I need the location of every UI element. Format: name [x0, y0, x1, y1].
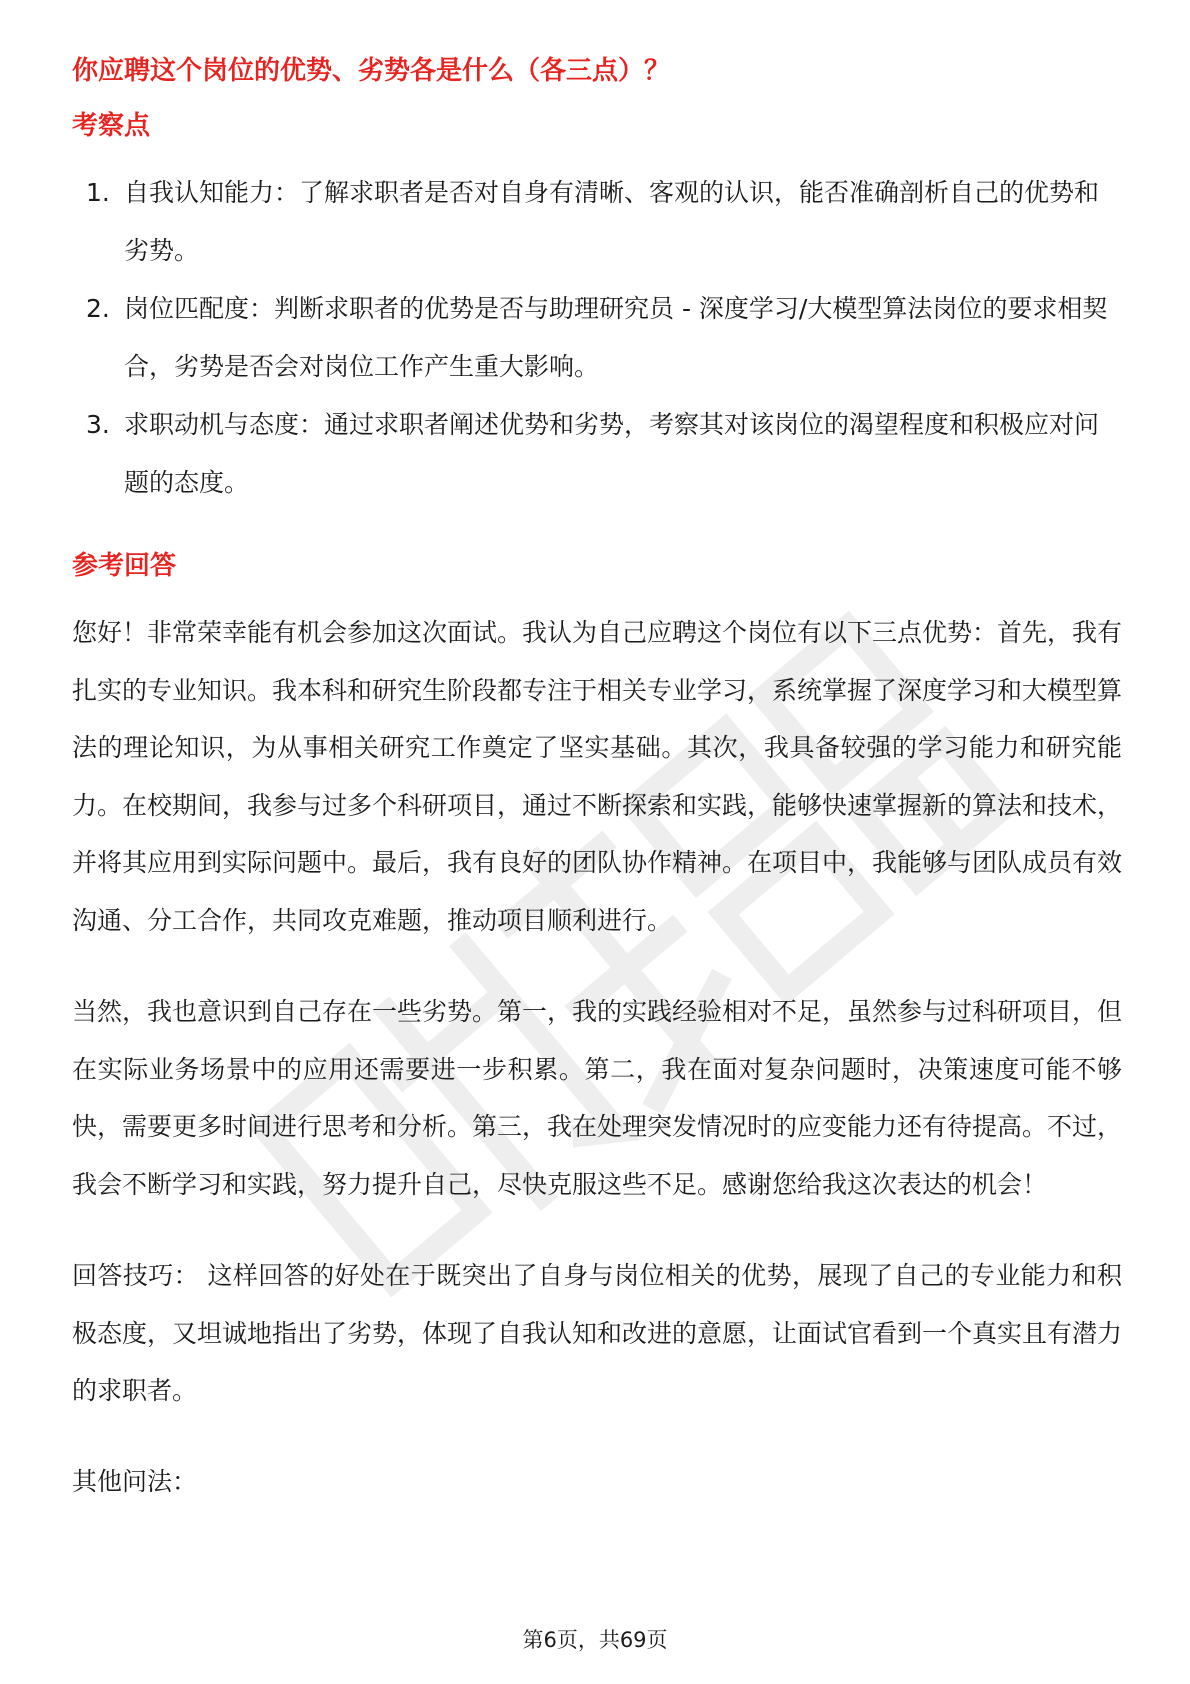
question-title: 你应聘这个岗位的优势、劣势各是什么（各三点）？ — [72, 56, 671, 86]
other-phrasings-label: 其他问法： — [72, 1466, 198, 1496]
answer-paragraph-weaknesses: 当然，我也意识到自己存在一些劣势。第一，我的实践经验相对不足，虽然参与过科研项目，但在实际业务场景中的应用还需要进一步积累。第二，我在面对复杂问题时，决策速度可能不够快，需要更多时间进行思考和分析。第三，我在处理突发情况时的应变能力还有待提高。不过，我会不断学习和实践，努力提升自己，尽快克服这些不足。感谢您给我这次表达的机会！ — [72, 997, 1123, 1199]
reference-heading: 参考回答 — [72, 551, 177, 581]
list-number: 3. — [86, 410, 110, 439]
content-area — [72, 48, 1122, 1510]
answer-paragraph-strengths: 您好！非常荣幸能有机会参加这次面试。我认为自己应聘这个岗位有以下三点优势：首先，我有扎实的专业知识。我本科和研究生阶段都专注于相关专业学习，系统掌握了深度学习和大模型算法的理论知识，为从事相关研究工作奠定了坚实基础。其次，我具备较强的学习能力和研究能力。在校期间，我参与过多个科研项目，通过不断探索和实践，能够快速掌握新的算法和技术，并将其应用到实际问题中。最后，我有良好的团队协作精神。在项目中，我能够与团队成员有效沟通、分工合作，共同攻克难题，推动项目顺利进行。 — [72, 618, 1123, 935]
list-item — [72, 280, 1122, 396]
list-item-text: 岗位匹配度：判断求职者的优势是否与助理研究员 - 深度学习/大模型算法岗位的要求相契合，劣势是否会对岗位工作产生重大影响。 — [124, 294, 1108, 381]
list-number: 1. — [86, 178, 110, 207]
assessment-heading: 考察点 — [72, 111, 151, 141]
answer-tips: 回答技巧： 这样回答的好处在于既突出了自身与岗位相关的优势，展现了自己的专业能力和积极态度，又坦诚地指出了劣势，体现了自我认知和改进的意愿，让面试官看到一个真实且有潜力的求职者。 — [72, 1261, 1123, 1405]
list-item-text: 求职动机与态度：通过求职者阐述优势和劣势，考察其对该岗位的渴望程度和积极应对问题的态度。 — [124, 410, 1100, 497]
list-number: 2. — [86, 294, 110, 323]
assessment-list — [72, 164, 1122, 512]
list-item — [72, 164, 1122, 280]
list-item — [72, 396, 1122, 512]
page-number: 第6页，共69页 — [522, 1628, 668, 1652]
list-item-text: 自我认知能力：了解求职者是否对自身有清晰、客观的认识，能否准确剖析自己的优势和劣势。 — [124, 178, 1100, 265]
